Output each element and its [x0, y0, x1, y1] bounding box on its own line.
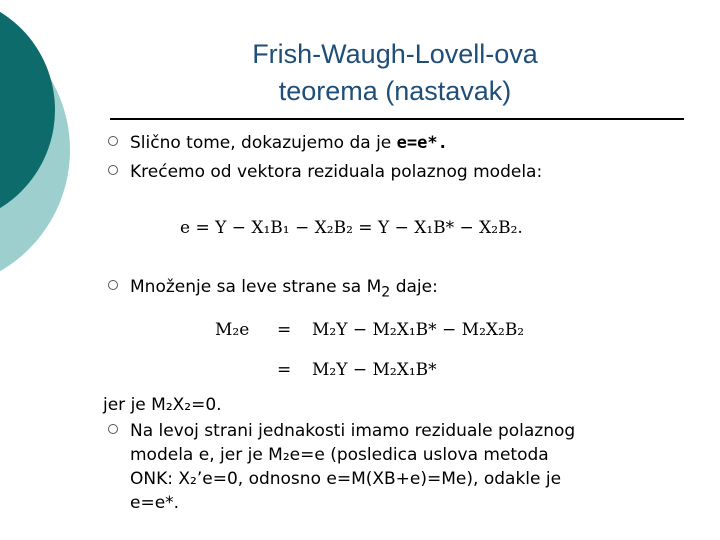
- bullet-1: [108, 132, 448, 154]
- decorative-circles: [0, 0, 100, 290]
- bullet-3-post: daje:: [390, 277, 438, 297]
- slide-title: [200, 36, 590, 110]
- bullet-3-sub: 2: [381, 284, 391, 301]
- bullet-3: [108, 276, 438, 303]
- equation-2-equals-1: =: [277, 320, 292, 340]
- bullet-1-text: Slično tome, dokazujemo da je: [130, 133, 397, 153]
- title-line-2: teorema (nastavak): [278, 76, 512, 106]
- bullet-2: [108, 161, 542, 183]
- equation-2-lhs: M₂e: [215, 320, 250, 340]
- equation-2-rhs-2: M₂Y − M₂X₁B*: [312, 360, 437, 380]
- decorative-circles-graphic: [0, 0, 100, 290]
- equation-2-rhs-1: M₂Y − M₂X₁B* − M₂X₂B₂: [312, 320, 525, 340]
- bullet-4-line-4: e=e*.: [130, 493, 180, 513]
- bullet-2-text: Krećemo od vektora reziduala polaznog modela:: [130, 162, 543, 182]
- equation-2-equals-2: =: [277, 360, 292, 380]
- title-divider: [110, 118, 684, 120]
- bullet-4: [108, 419, 688, 515]
- bullet-4-line-3: ONK: X₂’e=0, odnosno e=M(XB+e)=Me), odakle je: [130, 469, 562, 489]
- bullet-ring-icon: [108, 280, 118, 290]
- bullet-1-bold: e=e*.: [396, 133, 448, 153]
- bullet-4-line-1: Na levoj strani jednakosti imamo reziduale polaznog: [130, 421, 576, 441]
- equation-1: e = Y − X₁B₁ − X₂B₂ = Y − X₁B* − X₂B₂.: [180, 218, 523, 238]
- bullet-ring-icon: [108, 424, 118, 434]
- title-line-1: Frish-Waugh-Lovell-ova: [252, 39, 538, 69]
- bullet-ring-icon: [108, 136, 118, 146]
- jer-line: jer je M₂X₂=0.: [103, 395, 222, 415]
- bullet-4-line-2: modela e, jer je M₂e=e (posledica uslova metoda: [130, 445, 549, 465]
- bullet-ring-icon: [108, 165, 118, 175]
- bullet-3-text: Množenje sa leve strane sa M: [130, 277, 382, 297]
